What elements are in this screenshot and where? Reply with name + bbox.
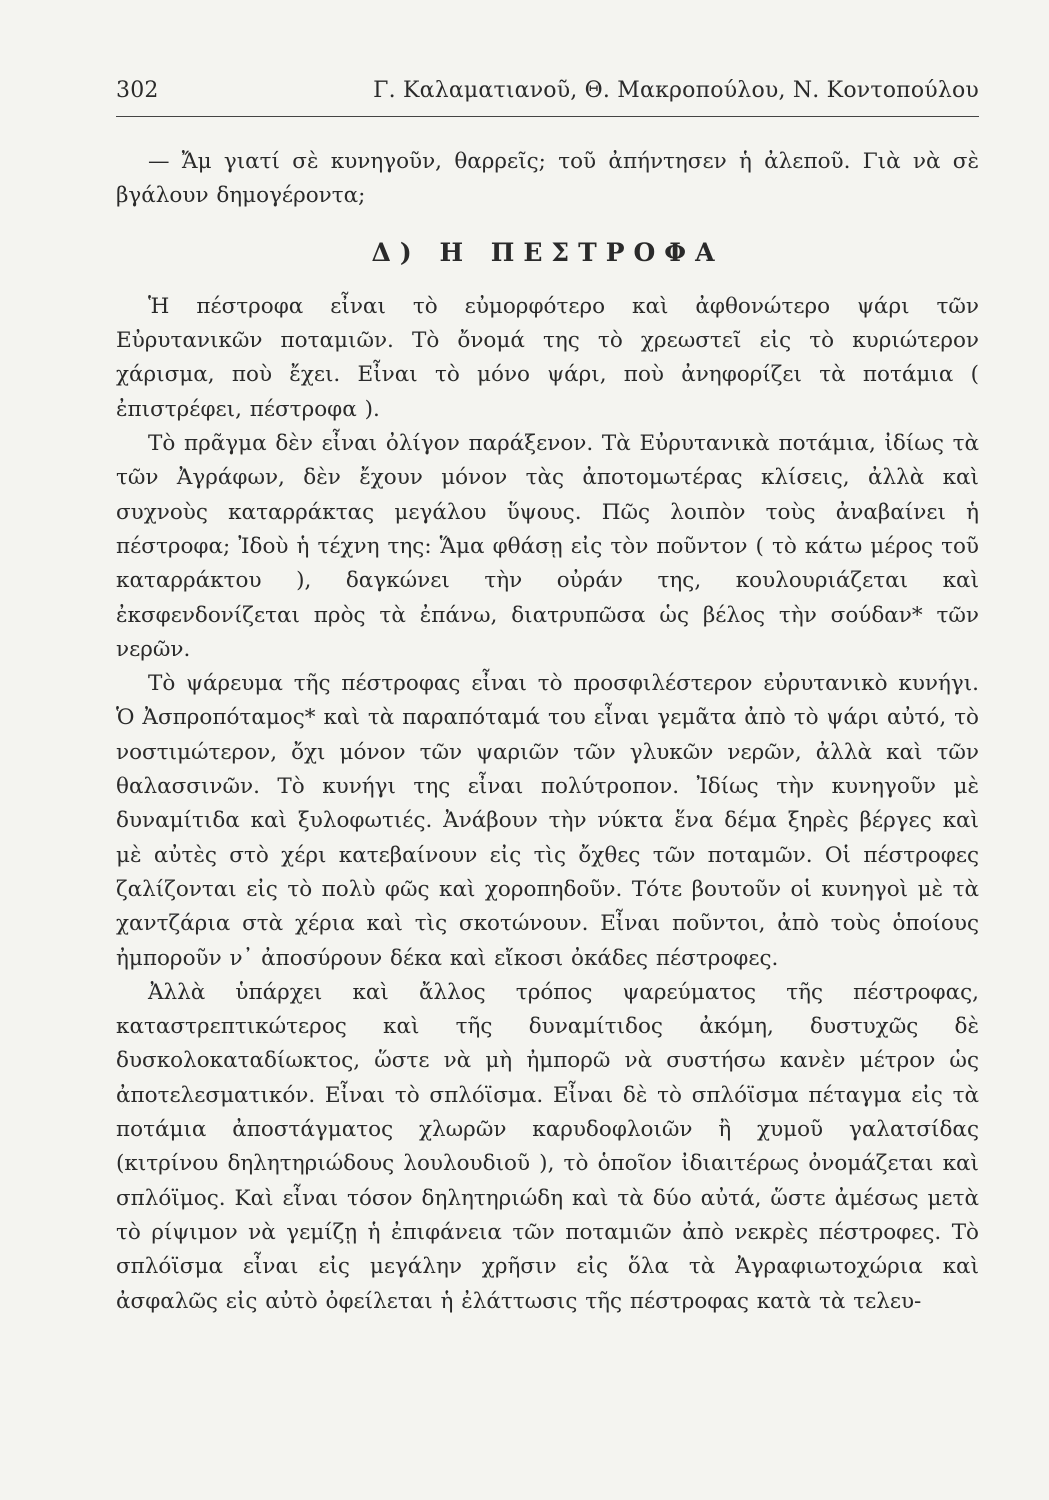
running-head-authors: Γ. Καλαματιανοῦ, Θ. Μακροπούλου, Ν. Κοντοπούλου bbox=[373, 78, 979, 103]
paragraph-2: Τὸ πρᾶγμα δὲν εἶναι ὀλίγον παράξενον. Τὰ Εὐρυτανικὰ ποτάμια, ἰδίως τὰ τῶν Ἀγράφων, δὲν ἔχουν μόνον τὰς ἀποτομωτέρας κλίσεις, ἀλλὰ καὶ συχνοὺς καταρράκτας μεγάλου ὕψους. Πῶς λοιπὸν τοὺς ἀναβαίνει ἡ πέστροφα; Ἰδοὺ ἡ τέχνη της: Ἅμα φθάσῃ εἰς τὸν ποῦντον ( τὸ κάτω μέρος τοῦ καταρράκτου ), δαγκώνει τὴν οὐράν της, κουλουριάζεται καὶ ἐκσφενδονίζεται πρὸς τὰ ἐπάνω, διατρυπῶσα ὡς βέλος τὴν σούδαν* τῶν νερῶν. bbox=[116, 431, 979, 662]
paragraph-1: Ἡ πέστροφα εἶναι τὸ εὐμορφότερο καὶ ἀφθονώτερο ψάρι τῶν Εὐρυτανικῶν ποταμιῶν. Τὸ ὄνομά της τὸ χρεωστεῖ εἰς τὸ κυριώτερον χάρισμα, ποὺ ἔχει. Εἶναι τὸ μόνο ψάρι, ποὺ ἀνηφορίζει τὰ ποτάμια ( ἐπιστρέφει, πέστροφα ). bbox=[116, 293, 979, 422]
paragraph-3: Τὸ ψάρευμα τῆς πέστροφας εἶναι τὸ προσφιλέστερον εὐρυτανικὸ κυνήγι. Ὁ Ἀσπροπόταμος* καὶ τὰ παραπόταμά του εἶναι γεμᾶτα ἀπὸ τὸ ψάρι αὐτό, τὸ νοστιμώτερον, ὄχι μόνον τῶν ψαριῶν τῶν γλυκῶν νερῶν, ἀλλὰ καὶ τῶν θαλασσινῶν. Τὸ κυνήγι της εἶναι πολύτροπον. Ἰδίως τὴν κυνηγοῦν μὲ δυναμίτιδα καὶ ξυλοφωτιές. Ἀνάβουν τὴν νύκτα ἕνα δέμα ξηρὲς βέργες καὶ μὲ αὐτὲς στὸ χέρι κατεβαίνουν εἰς τὶς ὄχθες τῶν ποταμῶν. Οἱ πέστροφες ζαλίζονται εἰς τὸ πολὺ φῶς καὶ χοροπηδοῦν. Τότε βουτοῦν οἱ κυνηγοὶ μὲ τὰ χαντζάρια στὰ χέρια καὶ τὶς σκοτώνουν. Εἶναι ποῦντοι, ἀπὸ τοὺς ὁποίους ἠμποροῦν ν᾿ ἀποσύρουν δέκα καὶ εἴκοσι ὀκάδες πέστροφες. bbox=[116, 671, 979, 971]
paragraph-4: Ἀλλὰ ὑπάρχει καὶ ἄλλος τρόπος ψαρεύματος τῆς πέστροφας, καταστρεπτικώτερος καὶ τῆς δυναμίτιδος ἀκόμη, δυστυχῶς δὲ δυσκολοκαταδίωκτος, ὥστε νὰ μὴ ἠμπορῶ νὰ συστήσω κανὲν μέτρον ὡς ἀποτελεσματικόν. Εἶναι τὸ σπλόϊσμα. Εἶναι δὲ τὸ σπλόϊσμα πέταγμα εἰς τὰ ποτάμια ἀποστάγματος χλωρῶν καρυδοφλοιῶν ἢ χυμοῦ γαλατσίδας (κιτρίνου δηλητηριώδους λουλουδιοῦ ), τὸ ὁποῖον ἰδιαιτέρως ὀνομάζεται καὶ σπλόϊμος. Καὶ εἶναι τόσον δηλητηριώδη καὶ τὰ δύο αὐτά, ὥστε ἀμέσως μετὰ τὸ ρίψιμον νὰ γεμίζῃ ἡ ἐπιφάνεια τῶν ποταμιῶν ἀπὸ νεκρὲς πέστροφες. Τὸ σπλόϊσμα εἶναι εἰς μεγάλην χρῆσιν εἰς ὅλα τὰ Ἀγραφιωτοχώρια καὶ ἀσφαλῶς εἰς αὐτὸ ὀφείλεται ἡ ἐλάττωσις τῆς πέστροφας κατὰ τὰ τελευ- bbox=[116, 979, 979, 1314]
header-rule bbox=[116, 116, 979, 117]
page-header bbox=[116, 70, 979, 110]
body-text bbox=[116, 145, 979, 1319]
opening-paragraph: — Ἄμ γιατί σὲ κυνηγοῦν, θαρρεῖς; τοῦ ἀπήντησεν ἡ ἀλεποῦ. Γιὰ νὰ σὲ βγάλουν δημογέροντα; bbox=[116, 149, 979, 209]
page-number: 302 bbox=[116, 78, 159, 103]
section-heading: Δ) Η ΠΕΣΤΡΟΦΑ bbox=[371, 237, 724, 267]
